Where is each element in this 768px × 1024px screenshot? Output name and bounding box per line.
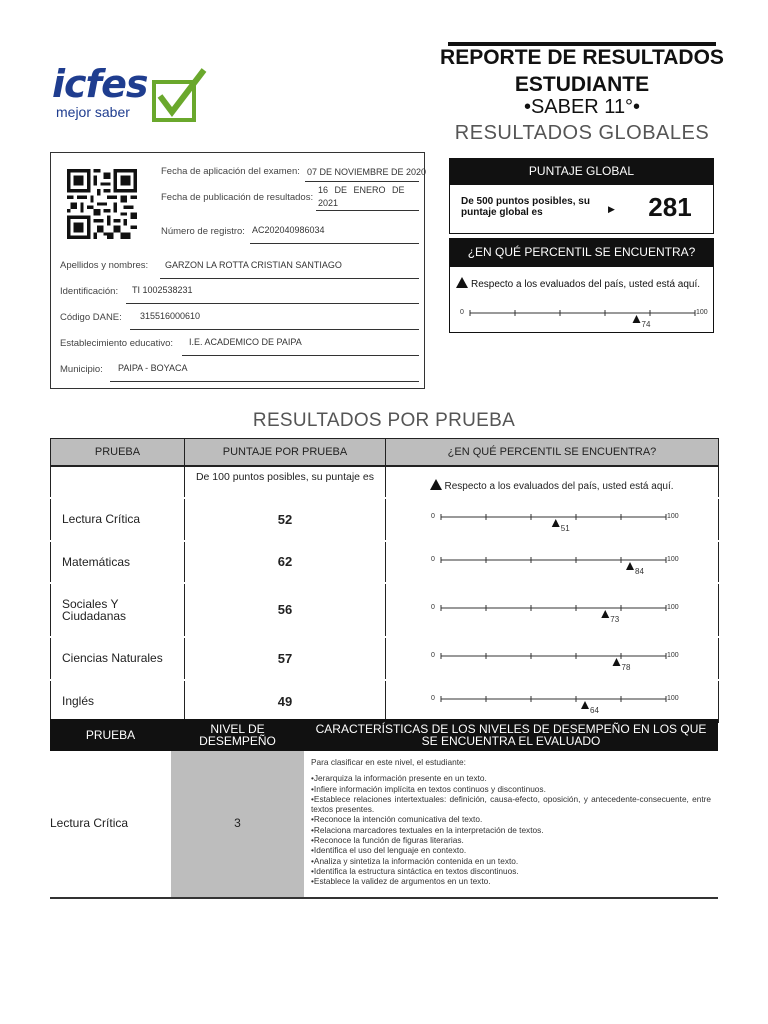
prueba-score: 52: [185, 498, 386, 541]
puntaje-global-text: De 500 puntos posibles, su puntaje global es: [461, 196, 590, 218]
logo-tagline: mejor saber: [56, 104, 130, 120]
prueba-score: 56: [185, 583, 386, 637]
prueba-score: 62: [185, 541, 386, 583]
table-row: [51, 680, 719, 723]
percentile-label: 84: [635, 566, 644, 576]
percentile-scale: [386, 584, 719, 633]
dane-label: Código DANE:: [60, 312, 122, 323]
icfes-logo: [52, 64, 212, 128]
levels-table-bottom-rule: [50, 897, 718, 899]
scale-min-label: 0: [431, 694, 435, 702]
establecimiento-value: I.E. ACADEMICO DE PAIPA: [189, 337, 302, 347]
percentile-marker: [601, 610, 609, 618]
establecimiento-label: Establecimiento educativo:: [60, 338, 174, 349]
prueba-name: Ciencias Naturales: [51, 637, 185, 680]
scale-max-label: 100: [667, 512, 679, 520]
levels-nivel-value: 3: [234, 816, 241, 830]
field-underline: [126, 303, 419, 304]
exam-name: •SABER 11°•: [523, 96, 641, 118]
identificacion-value: TI 1002538231: [132, 285, 193, 295]
puntaje-global-header: PUNTAJE GLOBAL: [449, 158, 714, 184]
empty-cell: [51, 466, 185, 498]
prueba-percentile-cell: [386, 637, 719, 680]
field-underline: [130, 329, 419, 330]
play-arrow-icon: ▶: [608, 204, 615, 214]
fecha-publicacion-label: Fecha de publicación de resultados:: [161, 192, 314, 203]
percentile-label: 78: [621, 662, 631, 672]
col-percentil: ¿EN QUÉ PERCENTIL SE ENCUENTRA?: [386, 439, 719, 466]
table-row: [51, 637, 719, 680]
position-marker-icon: [456, 277, 468, 288]
percentil-note: Respecto a los evaluados del país, usted está aquí.: [386, 466, 719, 498]
scale-max-label: 100: [696, 309, 708, 316]
levels-col-caracteristicas: CARACTERÍSTICAS DE LOS NIVELES DE DESEMPEÑO EN LOS QUE SE ENCUENTRA EL EVALUADO: [315, 722, 707, 748]
prueba-score: 57: [185, 637, 386, 680]
prueba-name: Inglés: [51, 680, 185, 723]
checkmark-icon: [152, 68, 208, 122]
qr-code-icon: [67, 168, 137, 240]
percentile-label: 64: [590, 705, 599, 715]
list-item: • Identifica la estructura sintáctica en textos discontinuos.: [311, 866, 711, 876]
results-section-title: RESULTADOS POR PRUEBA: [252, 410, 516, 431]
levels-col-prueba: PRUEBA: [85, 728, 136, 742]
col-prueba: PRUEBA: [51, 439, 185, 466]
percentile-label: 51: [560, 523, 570, 533]
levels-intro: Para clasificar en este nivel, el estudiante:: [311, 757, 466, 767]
position-marker-icon: [430, 479, 442, 490]
percentile-marker: [613, 658, 621, 666]
list-item: • Reconoce la función de figuras literarias.: [311, 835, 711, 845]
registro-value: AC202040986034: [252, 225, 325, 235]
list-item: • Establece la validez de argumentos en un texto.: [311, 876, 711, 886]
table-row: [51, 583, 719, 637]
municipio-label: Municipio:: [60, 364, 103, 375]
prueba-name: Lectura Crítica: [51, 498, 185, 541]
field-underline: [160, 278, 419, 279]
identificacion-label: Identificación:: [60, 286, 119, 297]
puntaje-global-score: 281: [648, 192, 692, 222]
table-row: [51, 541, 719, 583]
puntaje-description: De 100 puntos posibles, su puntaje es: [185, 466, 386, 498]
results-table: [50, 438, 719, 723]
levels-table-header: [50, 719, 718, 751]
percentile-marker: [581, 701, 589, 709]
percentil-note: Respecto a los evaluados del país, usted está aquí.: [456, 277, 700, 290]
prueba-percentile-cell: [386, 583, 719, 637]
nombre-label: Apellidos y nombres:: [60, 260, 149, 271]
scale-min-label: 0: [431, 651, 435, 659]
scale-min-label: 0: [460, 309, 464, 316]
levels-prueba-name: Lectura Crítica: [50, 816, 129, 830]
scale-max-label: 100: [667, 694, 679, 702]
logo-wordmark: icfes: [52, 62, 148, 106]
percentile-marker: [552, 519, 560, 527]
table-row: [51, 498, 719, 541]
col-puntaje: PUNTAJE POR PRUEBA: [185, 439, 386, 466]
scale-min-label: 0: [431, 603, 435, 611]
scale-min-label: 0: [431, 512, 435, 520]
percentile-label: 73: [610, 614, 620, 624]
municipio-value: PAIPA - BOYACA: [118, 363, 188, 373]
list-item: • Relaciona marcadores textuales en la interpretación de textos.: [311, 825, 711, 835]
section-global-title: RESULTADOS GLOBALES: [454, 122, 710, 144]
percentile-scale: [386, 499, 719, 537]
prueba-name: Matemáticas: [51, 541, 185, 583]
percentile-marker: [626, 562, 634, 570]
percentil-header: ¿EN QUÉ PERCENTIL SE ENCUENTRA?: [449, 238, 714, 266]
prueba-percentile-cell: [386, 498, 719, 541]
prueba-name: Sociales Y Ciudadanas: [51, 583, 185, 637]
list-item: • Establece relaciones intertextuales: definición, causa-efecto, oposición, y antecedente-consecuente, entre textos presentes.: [311, 794, 711, 815]
levels-characteristics: [311, 757, 711, 887]
list-item: • Analiza y sintetiza la información contenida en un texto.: [311, 856, 711, 866]
nombre-value: GARZON LA ROTTA CRISTIAN SANTIAGO: [165, 260, 342, 270]
global-percentile-scale: [455, 303, 710, 331]
levels-list: [311, 773, 711, 886]
prueba-percentile-cell: [386, 541, 719, 583]
prueba-percentile-cell: [386, 680, 719, 723]
list-item: • Identifica el uso del lenguaje en contexto.: [311, 845, 711, 855]
list-item: • Jerarquiza la información presente en un texto.: [311, 773, 711, 783]
prueba-score: 49: [185, 680, 386, 723]
percentile-scale: [386, 638, 719, 676]
scale-max-label: 100: [667, 555, 679, 563]
field-underline: [110, 381, 419, 382]
field-underline: [182, 355, 419, 356]
percentile-label: 74: [641, 320, 651, 329]
fecha-aplicacion-value: 07 DE NOVIEMBRE DE 2020: [307, 167, 427, 177]
report-title: REPORTE DE RESULTADOS ESTUDIANTE: [440, 46, 724, 96]
percentile-scale: [386, 681, 719, 719]
scale-min-label: 0: [431, 555, 435, 563]
registro-label: Número de registro:: [161, 226, 245, 237]
fecha-publicacion-value-line2: 2021: [318, 198, 339, 208]
percentile-marker: [633, 315, 641, 323]
field-underline: [305, 181, 419, 182]
list-item: • Infiere información implícita en textos continuos y discontinuos.: [311, 784, 711, 794]
list-item: • Reconoce la intención comunicativa del texto.: [311, 814, 711, 824]
fecha-publicacion-value-line1: 16 DE ENERO DE: [318, 185, 405, 195]
field-underline: [316, 210, 419, 211]
field-underline: [250, 243, 419, 244]
percentile-scale: [386, 542, 719, 579]
scale-max-label: 100: [667, 651, 679, 659]
levels-col-nivel: NIVEL DE DESEMPEÑO: [199, 722, 276, 748]
dane-value: 315516000610: [140, 311, 201, 321]
scale-max-label: 100: [667, 603, 679, 611]
fecha-aplicacion-label: Fecha de aplicación del examen:: [161, 166, 300, 177]
